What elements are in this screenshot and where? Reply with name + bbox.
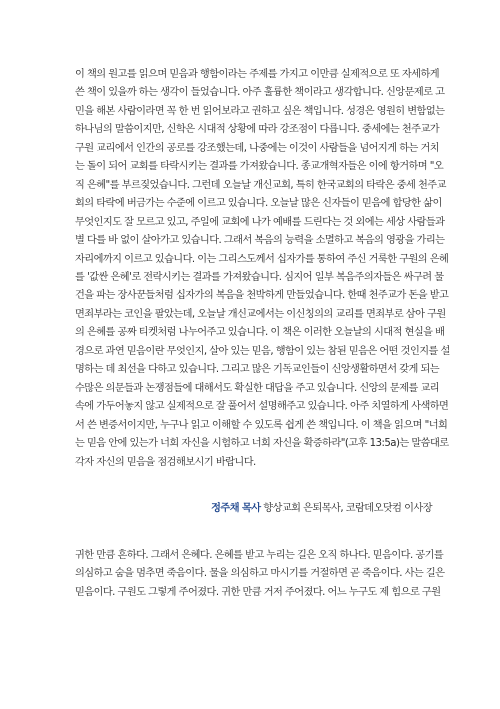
endorsement-line: 회의 타락에 버금가는 수준에 이르고 있습니다. 오늘날 많은 신자들이 믿음에 합당한 삶이 xyxy=(75,198,442,210)
endorsement-line: 경으로 과연 믿음이란 무엇인지, 살아 있는 믿음, 행함이 있는 참된 믿음은 어떤 것인지를 설 xyxy=(75,345,450,357)
endorser-name: 정주채 목사 xyxy=(211,503,261,514)
endorsement-line: 별 다를 바 없이 살아가고 있습니다. 그래서 복음의 능력을 소멸하고 복음의 영광을 가리는 xyxy=(75,235,445,247)
endorsement-line: 면죄부라는 코인을 팔았는데, 오늘날 개신교에서는 이신칭의의 교리를 면죄부로 삼아 구원 xyxy=(75,308,446,320)
endorsement-line: 는 돌이 되어 교회를 타락시키는 결과를 가져왔습니다. 종교개혁자들은 이에 항거하며 "오 xyxy=(75,161,444,173)
endorsement-line: 이 책의 원고를 읽으며 믿음과 행함이라는 주제를 가지고 이만큼 실제적으로 또 자세하게 xyxy=(75,69,440,80)
endorsement-line: 건을 파는 장사꾼들처럼 십자가의 복음을 천박하게 만들었습니다. 한때 천주교가 돈을 받고 xyxy=(75,290,449,302)
endorsement-line: 무엇인지도 잘 모르고 있고, 주일에 교회에 나가 예배를 드린다는 것 외에는 세상 사람들과 xyxy=(75,216,445,228)
endorsement-line: 속에 가두어놓지 않고 실제적으로 잘 풀어서 설명해주고 있습니다. 아주 치열하게 사색하면 xyxy=(75,401,449,413)
endorsement-line: 수많은 의문들과 논쟁점들에 대해서도 확실한 대답을 주고 있습니다. 신앙의 문제를 교리 xyxy=(75,382,440,394)
endorsement-line: 서 쓴 변증서이지만, 누구나 읽고 이해할 수 있도록 쉽게 쓴 책입니다. 이 책을 읽으며 "너희 xyxy=(75,419,448,431)
body-text xyxy=(75,547,445,602)
endorsement-line: 의 은혜를 공짜 티켓처럼 나누어주고 있습니다. 이 책은 이러한 오늘날의 시대적 현실을 배 xyxy=(75,327,445,339)
endorsement-line: 각자 자신의 믿음을 점검해보시기 바랍니다. xyxy=(75,456,256,468)
endorser-signature xyxy=(75,500,432,518)
endorsement-text xyxy=(75,66,450,472)
body-line: 귀한 만큼 흔하다. 그래서 은혜다. 은혜를 받고 누리는 길은 오직 하나다. 믿음이다. 공기를 xyxy=(75,550,444,561)
endorsement-line: 를 '값싼 은혜'로 전락시키는 결과를 가져왔습니다. 심지어 일부 복음주의자들은 싸구려 물 xyxy=(75,271,444,283)
endorsement-line: 하나님의 말씀이지만, 신학은 시대적 상황에 따라 강조점이 다릅니다. 중세에는 천주교가 xyxy=(75,124,440,136)
endorsement-line: 명하는 데 최선을 다하고 있습니다. 그리고 많은 기독교인들이 신앙생활하면서 갖게 되는 xyxy=(75,364,440,376)
body-line: 의심하고 숨을 멈추면 죽음이다. 물을 의심하고 마시기를 거절하면 곧 죽음이다. 사는 길은 xyxy=(75,568,445,580)
endorsement-line: 민을 해본 사람이라면 꼭 한 번 읽어보라고 권하고 싶은 책입니다. 성경은 영원히 변함없는 xyxy=(75,105,445,117)
endorsement-line: 자리에까지 이르고 있습니다. 이는 그리스도께서 십자가를 통하여 주신 거룩한 구원의 은혜 xyxy=(75,253,449,265)
body-line: 믿음이다. 구원도 그렇게 주어졌다. 귀한 만큼 거저 주어졌다. 어느 누구도 제 힘으로 구원 xyxy=(75,586,441,598)
endorser-role: 향상교회 은퇴목사, 코람데오닷컴 이사장 xyxy=(263,503,432,514)
endorsement-line: 는 믿음 안에 있는가 너희 자신을 시험하고 너희 자신을 확증하라"(고후 13:5a)는 말씀대로 xyxy=(75,438,449,450)
endorsement-line: 직 은혜"를 부르짖었습니다. 그런데 오늘날 개신교회, 특히 한국교회의 타락은 중세 천주교 xyxy=(75,179,446,191)
endorsement-line: 구원 교리에서 인간의 공로를 강조했는데, 나중에는 이것이 사람들을 넘어지게 하는 거치 xyxy=(75,142,440,154)
endorsement-line: 쓴 책이 있을까 하는 생각이 들었습니다. 아주 훌륭한 책이라고 생각합니다. 신앙문제로 고 xyxy=(75,87,445,99)
